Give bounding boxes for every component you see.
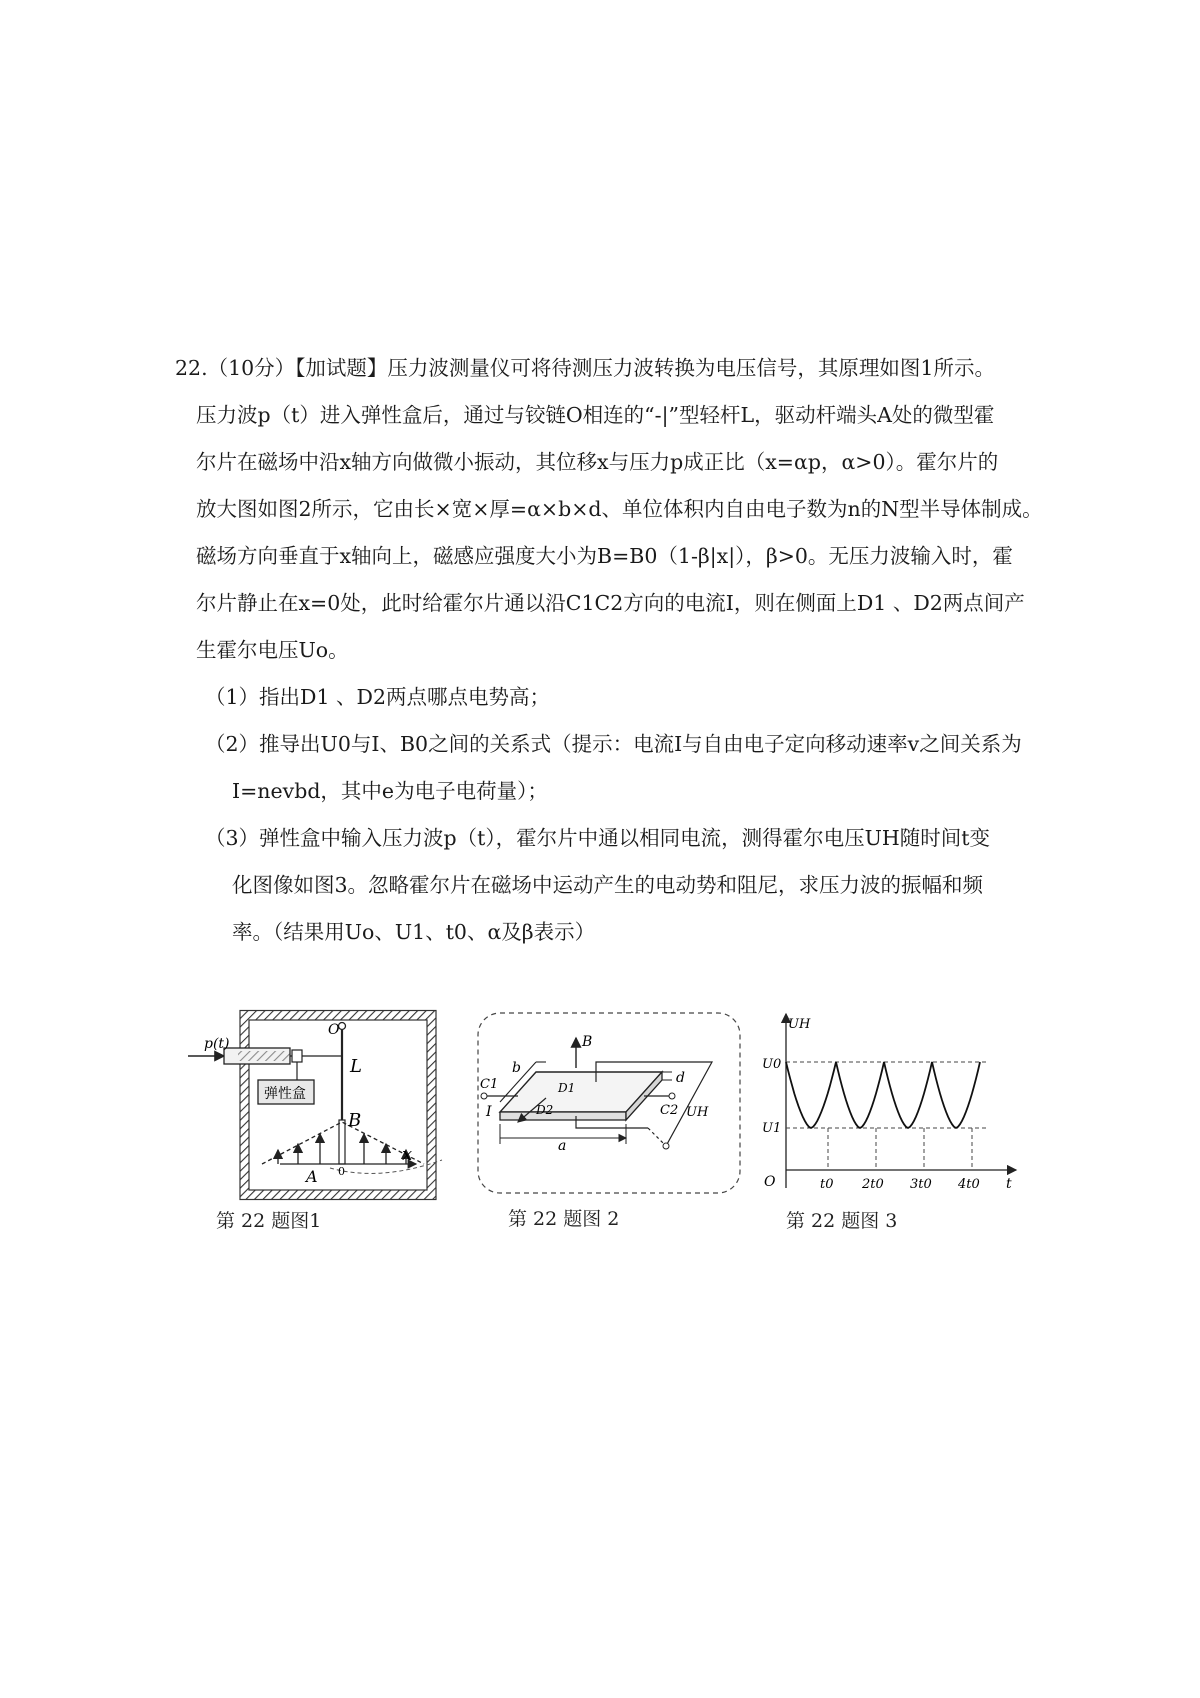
label-D1: D1 <box>558 1081 576 1095</box>
subquestion-3-cont: 化图像如图3。忽略霍尔片在磁场中运动产生的电动势和阻尼，求压力波的振幅和频 <box>232 873 984 897</box>
label-L: L <box>350 1056 362 1077</box>
figure-1 <box>180 1010 440 1236</box>
figure-2-drawing <box>476 1010 746 1200</box>
label-A: A <box>306 1167 318 1186</box>
label-p: p(t) <box>204 1036 230 1052</box>
label-U0: U0 <box>762 1057 782 1072</box>
figure-3-caption: 第 22 题图 3 <box>786 1210 898 1232</box>
label-4t0: 4t0 <box>958 1177 980 1192</box>
label-UH-axis: UH <box>788 1017 811 1032</box>
subquestion-2-hint: I=nevbd，其中e为电子电荷量）； <box>232 779 548 803</box>
label-I: I <box>486 1104 492 1120</box>
label-U1: U1 <box>762 1121 782 1136</box>
label-O: O <box>328 1022 340 1038</box>
subquestion-3: （3）弹性盒中输入压力波p（t），霍尔片中通以相同电流，测得霍尔电压UH随时间t变 <box>205 826 991 850</box>
label-zero: 0 <box>338 1165 345 1178</box>
figure-3 <box>762 1010 1020 1236</box>
hinge <box>339 1023 346 1030</box>
figure-2 <box>476 1010 746 1236</box>
figure-3-drawing <box>762 1010 1020 1200</box>
subquestion-3-end: 率。（结果用Uo、U1、t0、α及β表示） <box>232 920 596 944</box>
question-line-2: 压力波p（t）进入弹性盒后，通过与铰链O相连的“-|”型轻杆L，驱动杆端头A处的微型霍 <box>196 403 995 427</box>
label-C2: C2 <box>660 1103 679 1118</box>
question-line-1: 22.（10分）【加试题】压力波测量仪可将待测压力波转换为电压信号，其原理如图1所示。 <box>175 356 995 380</box>
label-B: B <box>348 1110 362 1131</box>
figure-2-caption: 第 22 题图 2 <box>508 1208 620 1230</box>
label-C1: C1 <box>480 1077 499 1092</box>
uh-curve <box>786 1062 980 1128</box>
label-3t0: 3t0 <box>910 1177 932 1192</box>
label-t: t <box>1006 1176 1012 1192</box>
question-line-3: 尔片在磁场中沿x轴方向做微小振动，其位移x与压力p成正比（x=αp，α>0）。霍尔片的 <box>196 450 999 474</box>
label-b: b <box>512 1060 521 1076</box>
question-line-5: 磁场方向垂直于x轴向上，磁感应强度大小为B=B0（1-β|x|），β>0。无压力波输入时，霍 <box>196 544 1013 568</box>
label-t0: t0 <box>820 1177 834 1192</box>
subquestion-1: （1）指出D1 、D2两点哪点电势高； <box>205 685 551 709</box>
question-line-4: 放大图如图2所示，它由长×宽×厚=α×b×d、单位体积内自由电子数为n的N型半导体制成。 <box>196 497 1043 521</box>
label-elastic-box: 弹性盒 <box>264 1086 306 1102</box>
question-line-7: 生霍尔电压Uo。 <box>196 638 349 662</box>
label-a: a <box>558 1138 567 1154</box>
label-B: B <box>582 1034 593 1050</box>
figure-1-drawing <box>180 1010 440 1200</box>
label-origin: O <box>764 1174 776 1190</box>
label-UH: UH <box>686 1105 709 1120</box>
subquestion-2: （2）推导出U0与I、B0之间的关系式（提示：电流I与自由电子定向移动速率v之间关系为 <box>205 732 1022 756</box>
label-x: x <box>402 1144 413 1165</box>
label-2t0: 2t0 <box>862 1177 884 1192</box>
label-d: d <box>676 1070 685 1086</box>
question-line-6: 尔片静止在x=0处，此时给霍尔片通以沿C1C2方向的电流I，则在侧面上D1 、D2两点间产 <box>196 591 1025 615</box>
label-D2: D2 <box>536 1103 554 1117</box>
figure-1-caption: 第 22 题图1 <box>216 1210 322 1232</box>
